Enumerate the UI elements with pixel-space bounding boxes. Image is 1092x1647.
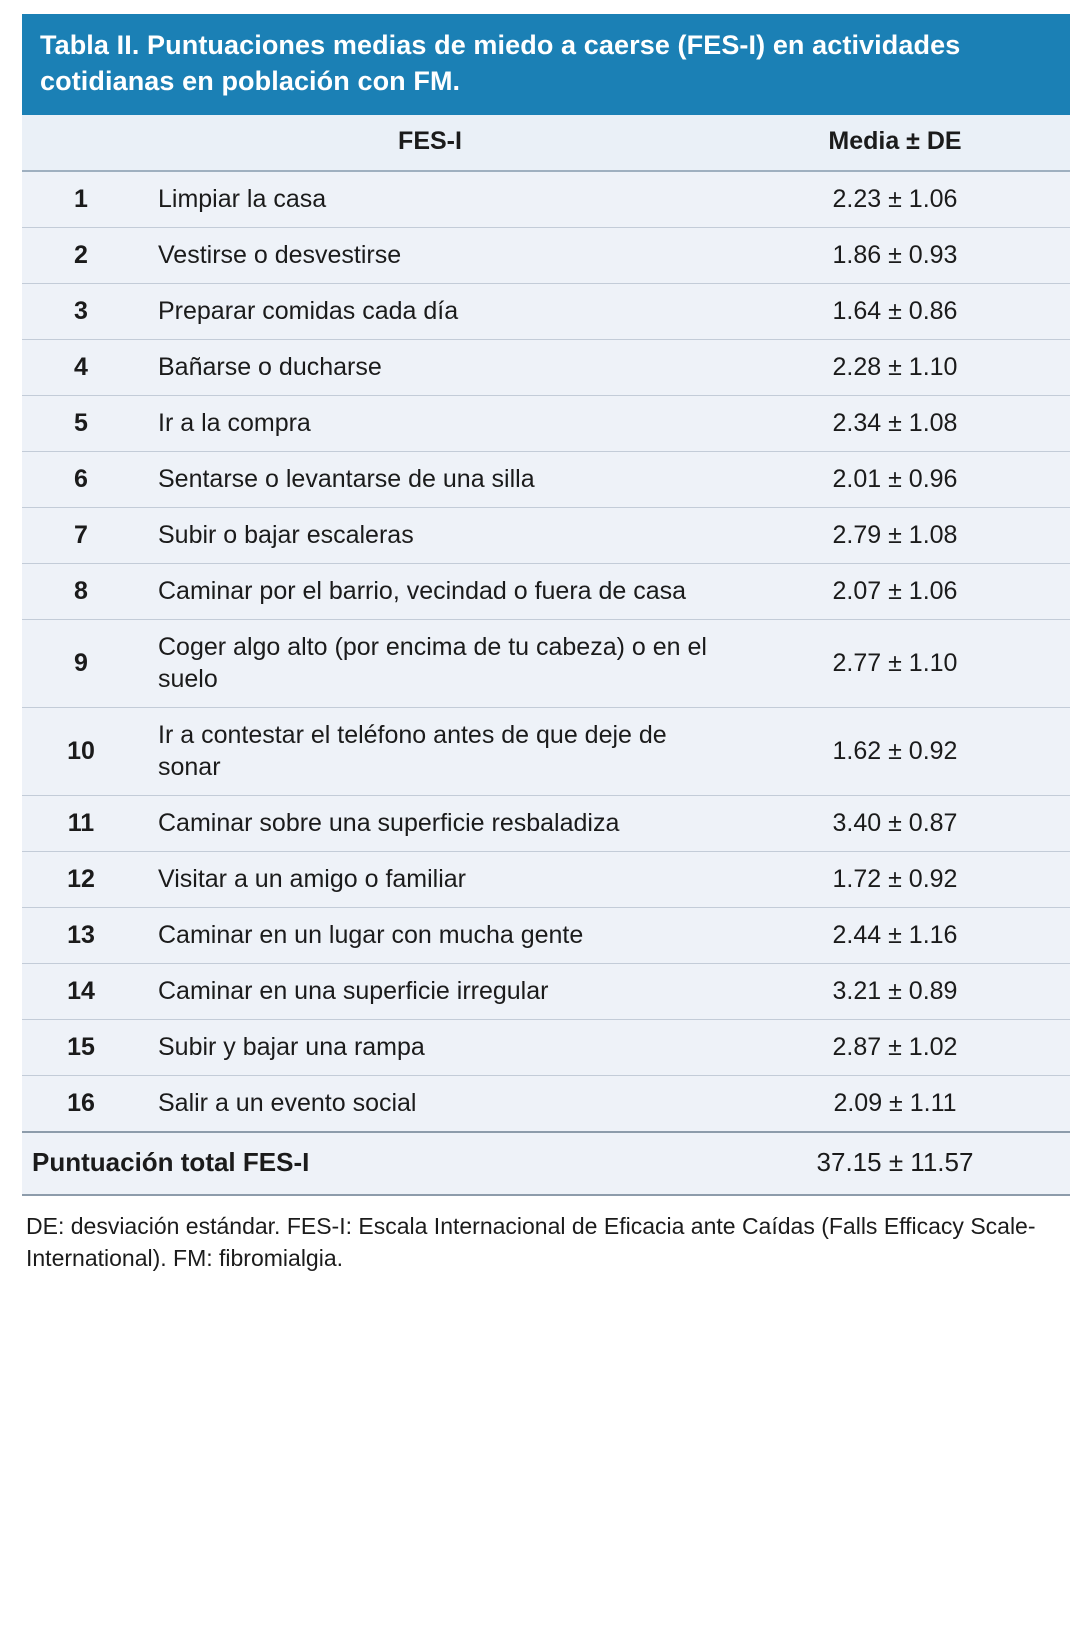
- table-head: [22, 115, 1070, 171]
- row-mean-sd-value: 1.86 ± 0.93: [720, 228, 1070, 284]
- row-number: 7: [22, 508, 140, 564]
- row-mean-sd-value: 3.40 ± 0.87: [720, 796, 1070, 852]
- row-number: 8: [22, 564, 140, 620]
- row-mean-sd-value: 2.01 ± 0.96: [720, 452, 1070, 508]
- row-mean-sd-value: 2.23 ± 1.06: [720, 171, 1070, 228]
- row-item-label: Bañarse o ducharse: [140, 340, 720, 396]
- row-item-label: Subir o bajar escaleras: [140, 508, 720, 564]
- row-item-label: Vestirse o desvestirse: [140, 228, 720, 284]
- table-row-total: [22, 1132, 1070, 1194]
- table-row: [22, 396, 1070, 452]
- table-row: [22, 1020, 1070, 1076]
- fes-i-table-container: [22, 14, 1070, 1280]
- table-title: Tabla II. Puntuaciones medias de miedo a caerse (FES-I) en actividades cotidianas en población con FM.: [22, 14, 1070, 115]
- table-row: [22, 852, 1070, 908]
- row-mean-sd-value: 2.28 ± 1.10: [720, 340, 1070, 396]
- row-item-label: Sentarse o levantarse de una silla: [140, 452, 720, 508]
- row-number: 5: [22, 396, 140, 452]
- row-item-label: Salir a un evento social: [140, 1076, 720, 1133]
- row-mean-sd-value: 3.21 ± 0.89: [720, 964, 1070, 1020]
- row-item-label: Preparar comidas cada día: [140, 284, 720, 340]
- row-item-label: Caminar por el barrio, vecindad o fuera de casa: [140, 564, 720, 620]
- row-number: 2: [22, 228, 140, 284]
- row-item-label: Ir a la compra: [140, 396, 720, 452]
- row-item-label: Caminar en un lugar con mucha gente: [140, 908, 720, 964]
- row-mean-sd-value: 2.77 ± 1.10: [720, 620, 1070, 708]
- total-value: 37.15 ± 11.57: [720, 1132, 1070, 1194]
- row-number: 12: [22, 852, 140, 908]
- table-row: [22, 796, 1070, 852]
- table-row: [22, 284, 1070, 340]
- row-mean-sd-value: 1.64 ± 0.86: [720, 284, 1070, 340]
- table-row: [22, 171, 1070, 228]
- total-label: Puntuación total FES-I: [22, 1132, 720, 1194]
- row-number: 3: [22, 284, 140, 340]
- table-row: [22, 228, 1070, 284]
- row-number: 1: [22, 171, 140, 228]
- row-mean-sd-value: 2.09 ± 1.11: [720, 1076, 1070, 1133]
- row-number: 10: [22, 708, 140, 796]
- row-number: 16: [22, 1076, 140, 1133]
- row-number: 9: [22, 620, 140, 708]
- column-header-value: Media ± DE: [720, 115, 1070, 171]
- table-row: [22, 564, 1070, 620]
- row-number: 15: [22, 1020, 140, 1076]
- column-header-number: [22, 115, 140, 171]
- fes-i-table: [22, 115, 1070, 1195]
- table-header-row: [22, 115, 1070, 171]
- column-header-item: FES-I: [140, 115, 720, 171]
- row-mean-sd-value: 1.62 ± 0.92: [720, 708, 1070, 796]
- row-item-label: Caminar sobre una superficie resbaladiza: [140, 796, 720, 852]
- table-footnote: DE: desviación estándar. FES-I: Escala Internacional de Eficacia ante Caídas (Falls Efficacy Scale-International). FM: fibromialgia.: [26, 1212, 1036, 1271]
- row-mean-sd-value: 2.79 ± 1.08: [720, 508, 1070, 564]
- table-row: [22, 620, 1070, 708]
- row-mean-sd-value: 2.87 ± 1.02: [720, 1020, 1070, 1076]
- row-item-label: Visitar a un amigo o familiar: [140, 852, 720, 908]
- table-body: [22, 171, 1070, 1194]
- row-mean-sd-value: 2.07 ± 1.06: [720, 564, 1070, 620]
- row-mean-sd-value: 2.34 ± 1.08: [720, 396, 1070, 452]
- row-number: 6: [22, 452, 140, 508]
- row-item-label: Limpiar la casa: [140, 171, 720, 228]
- table-row: [22, 508, 1070, 564]
- table-row: [22, 964, 1070, 1020]
- table-row: [22, 908, 1070, 964]
- table-row: [22, 1076, 1070, 1133]
- row-number: 13: [22, 908, 140, 964]
- table-row: [22, 708, 1070, 796]
- row-mean-sd-value: 1.72 ± 0.92: [720, 852, 1070, 908]
- table-row: [22, 452, 1070, 508]
- row-number: 14: [22, 964, 140, 1020]
- row-number: 11: [22, 796, 140, 852]
- table-row: [22, 340, 1070, 396]
- row-item-label: Coger algo alto (por encima de tu cabeza) o en el suelo: [140, 620, 720, 708]
- row-item-label: Subir y bajar una rampa: [140, 1020, 720, 1076]
- row-item-label: Ir a contestar el teléfono antes de que deje de sonar: [140, 708, 720, 796]
- row-mean-sd-value: 2.44 ± 1.16: [720, 908, 1070, 964]
- row-item-label: Caminar en una superficie irregular: [140, 964, 720, 1020]
- row-number: 4: [22, 340, 140, 396]
